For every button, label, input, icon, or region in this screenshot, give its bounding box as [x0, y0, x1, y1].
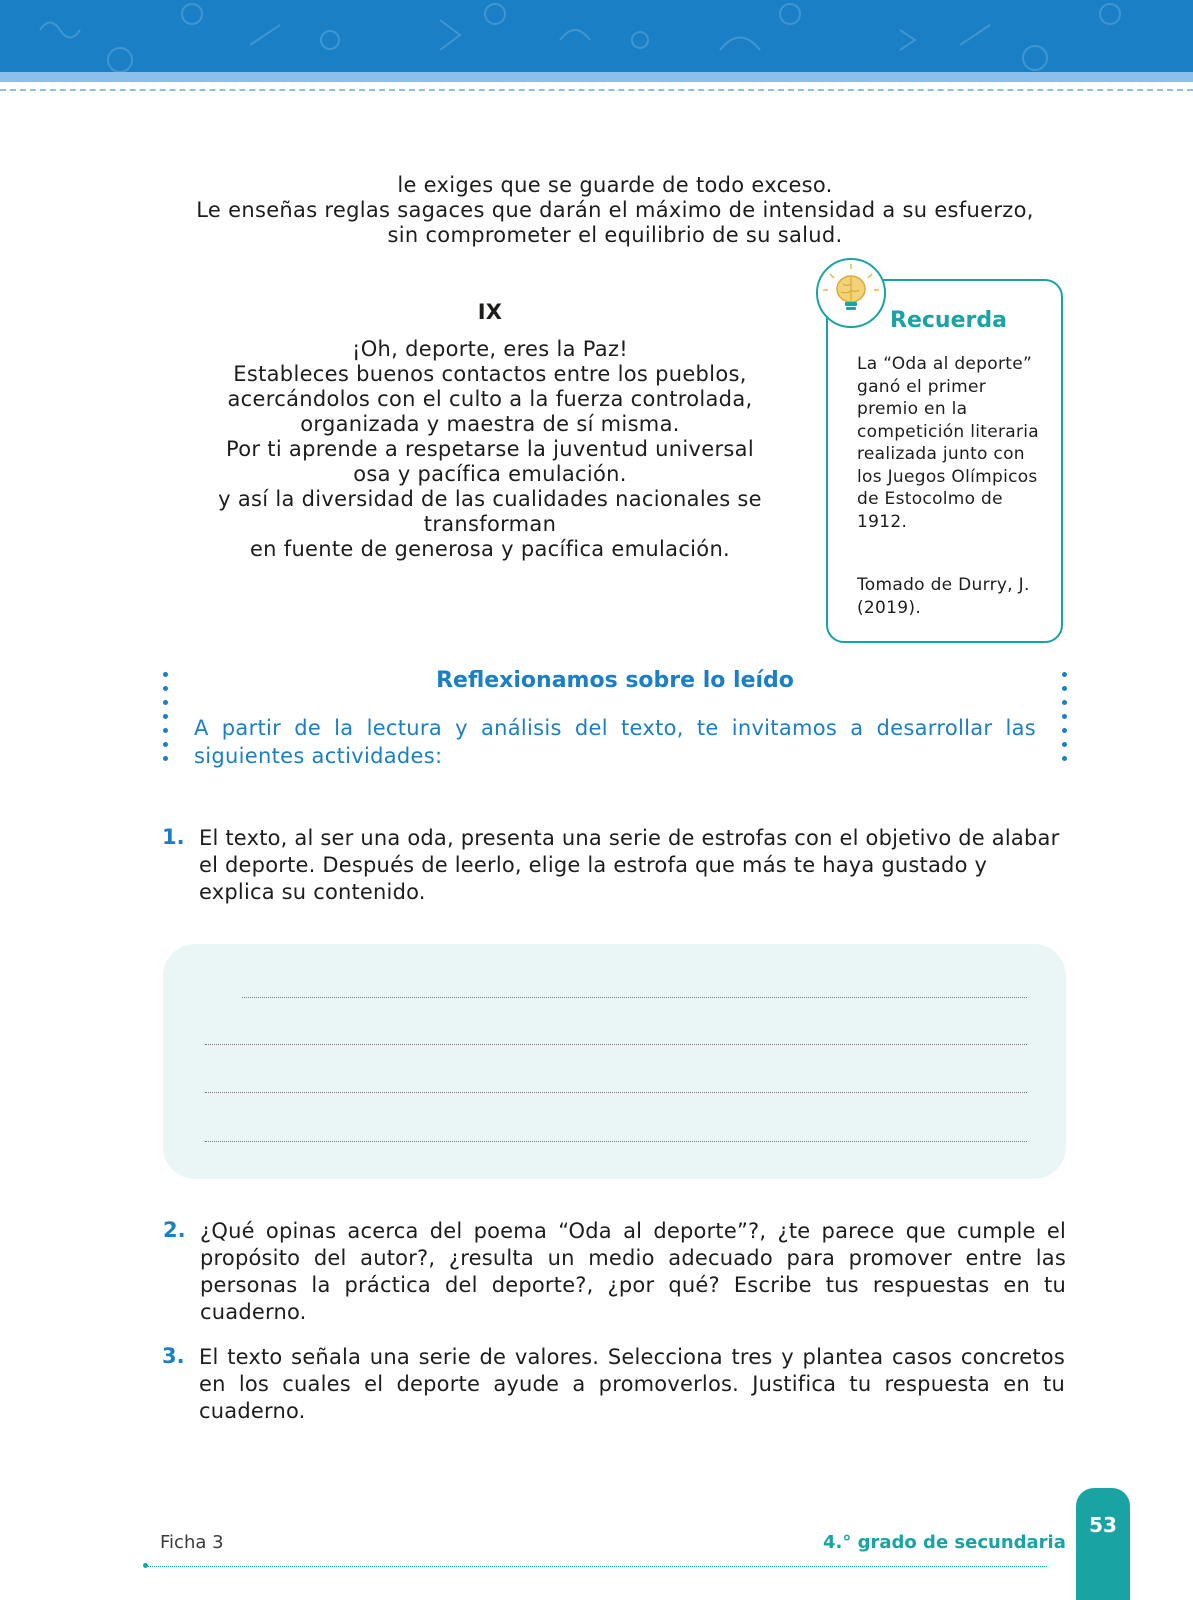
footer-divider — [145, 1566, 1047, 1567]
brain-lightbulb-icon — [816, 258, 886, 328]
stanza-line: osa y pacífica emulación. — [353, 462, 627, 486]
poem-intro-line: sin comprometer el equilibrio de su salud. — [387, 223, 843, 247]
stanza-line: en fuente de generosa y pacífica emulación. — [249, 537, 731, 561]
page-number: 53 — [1089, 1513, 1117, 1537]
banner-doodle-pattern — [0, 0, 1193, 72]
stanza-line: Por ti aprende a respetarse la juventud universal — [226, 437, 754, 461]
recuerda-title: Recuerda — [890, 308, 1007, 333]
poem-stanza — [190, 337, 790, 562]
footer-grade: 4.° grado de secundaria — [823, 1532, 1066, 1553]
question-text: El texto, al ser una oda, presenta una serie de estrofas con el objetivo de alabar el deporte. Después de leerlo, elige la estrofa que más te haya gustado y explica su contenido. — [199, 826, 1060, 904]
question-number: 1. — [162, 825, 185, 849]
footer-ficha: Ficha 3 — [160, 1532, 224, 1553]
banner-stripe — [0, 72, 1193, 82]
poem-intro — [150, 173, 1080, 248]
question-number: 3. — [162, 1344, 185, 1368]
answer-line[interactable] — [242, 997, 1027, 998]
stanza-line: acercándolos con el culto a la fuerza controlada, — [227, 387, 753, 411]
header-banner — [0, 0, 1193, 72]
stanza-line: transforman — [423, 512, 557, 536]
page-number-tab — [1076, 1488, 1130, 1600]
stanza-number: IX — [477, 300, 503, 324]
question-text: ¿Qué opinas acerca del poema “Oda al deporte”?, ¿te parece que cumple el propósito del autor?, ¿resulta un medio adecuado para promover entre las personas la práctica del deporte?, ¿por qué? Escribe tus respuestas en tu cuaderno. — [200, 1219, 1066, 1324]
answer-box[interactable] — [163, 944, 1066, 1179]
banner-dashed-divider — [0, 89, 1193, 91]
dotted-divider-right — [1062, 672, 1068, 770]
reflexion-title: Reflexionamos sobre lo leído — [436, 668, 794, 693]
stanza-line: organizada y maestra de sí misma. — [300, 412, 680, 436]
answer-line[interactable] — [205, 1044, 1027, 1045]
reflexion-text: A partir de la lectura y análisis del texto, te invitamos a desarrollar las siguientes actividades: — [194, 716, 1036, 768]
answer-line[interactable] — [205, 1092, 1027, 1093]
recuerda-source: Tomado de Durry, J. (2019). — [857, 575, 1030, 618]
stanza-line: ¡Oh, deporte, eres la Paz! — [351, 337, 628, 361]
question-text: El texto señala una serie de valores. Selecciona tres y plantea casos concretos en los cuales el deporte ayude a promoverlos. Justifica tu respuesta en tu cuaderno. — [199, 1345, 1065, 1423]
question-number: 2. — [163, 1218, 186, 1242]
stanza-line: y así la diversidad de las cualidades nacionales se — [218, 487, 762, 511]
dotted-divider-left — [163, 672, 169, 770]
poem-intro-line: le exiges que se guarde de todo exceso. — [397, 173, 833, 197]
recuerda-text: La “Oda al deporte” ganó el primer premio en la competición literaria realizada junto con los Juegos Olímpicos de Estocolmo de 1912. — [857, 354, 1040, 532]
answer-line[interactable] — [205, 1141, 1027, 1142]
poem-intro-line: Le enseñas reglas sagaces que darán el máximo de intensidad a su esfuerzo, — [196, 198, 1034, 222]
stanza-line: Estableces buenos contactos entre los pueblos, — [233, 362, 747, 386]
footer-divider-dot — [143, 1563, 148, 1568]
